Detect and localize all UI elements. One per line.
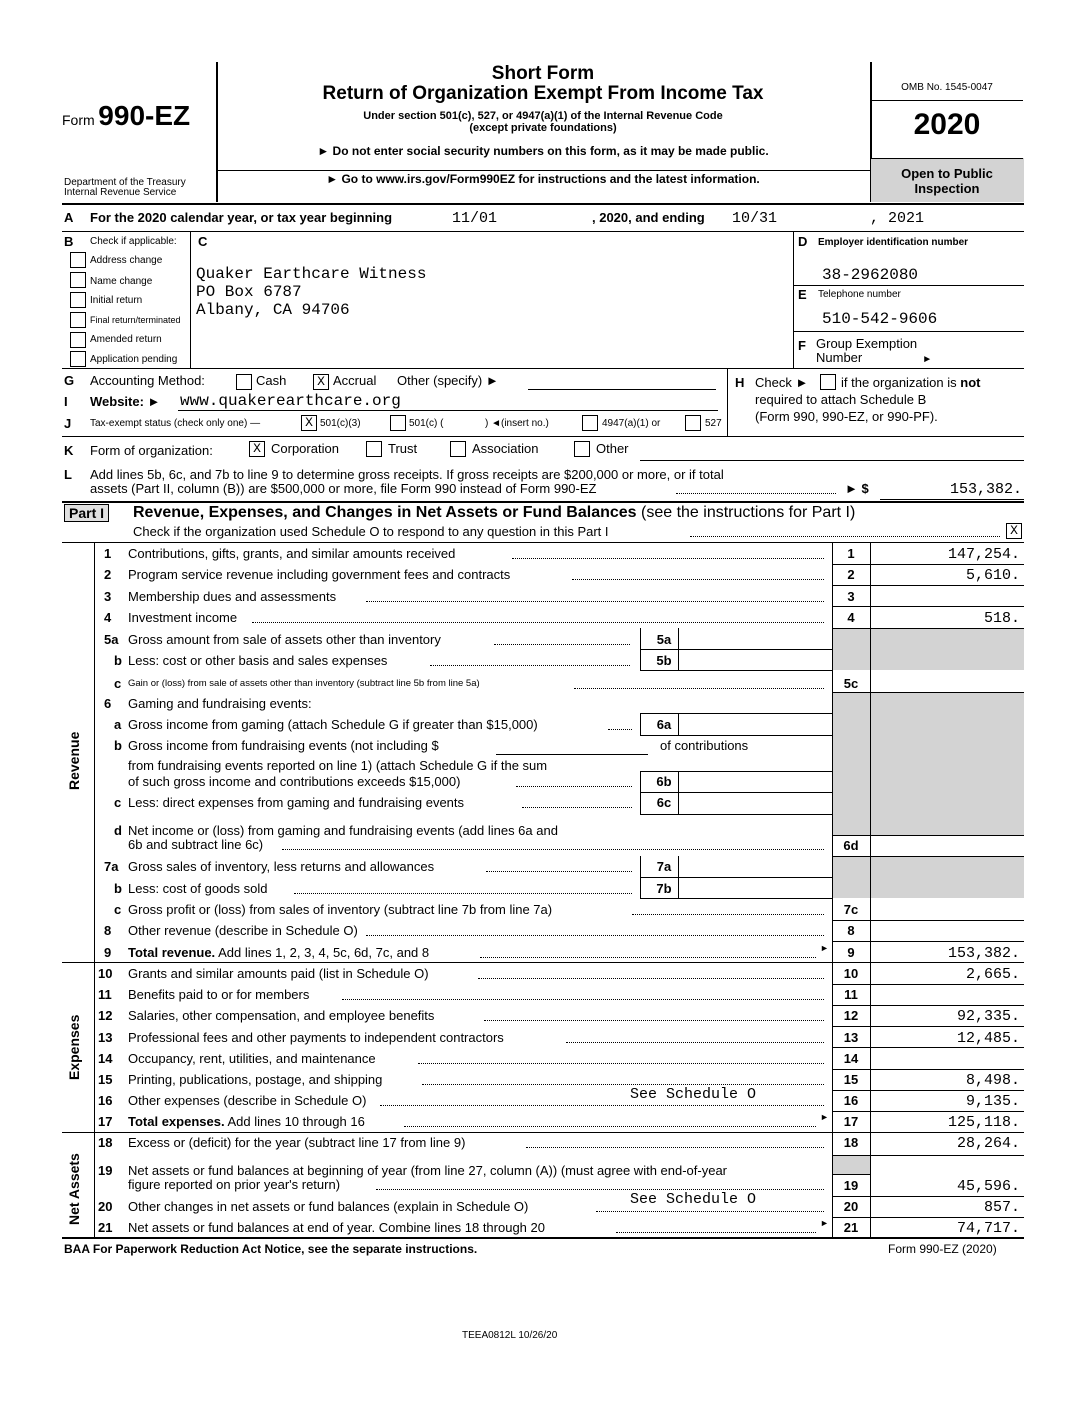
line-15-text: Printing, publications, postage, and shipping — [128, 1072, 383, 1087]
line-19-box: 19 — [843, 1178, 859, 1193]
line-6d-input[interactable] — [872, 837, 1022, 855]
label-address-change: Address change — [90, 255, 163, 266]
line-9-num: 9 — [104, 945, 112, 960]
line-3-box: 3 — [847, 589, 855, 604]
line-5b-text: Less: cost or other basis and sales expenses — [128, 653, 388, 668]
line-7a-num: 7a — [104, 859, 119, 874]
phone-label: Telephone number — [818, 289, 901, 300]
line-20-schedule-note: See Schedule O — [630, 1191, 757, 1208]
line-5a-input[interactable] — [680, 630, 830, 648]
line-8-input[interactable] — [872, 922, 1022, 940]
line-20-text: Other changes in net assets or fund balances (explain in Schedule O) — [128, 1199, 529, 1214]
line-15-num: 15 — [98, 1072, 113, 1087]
line-1-amount[interactable]: 147,254. — [947, 546, 1020, 563]
org-name[interactable]: Quaker Earthcare Witness — [196, 265, 427, 283]
line-9-box: 9 — [847, 945, 855, 960]
line-21-arrow: ► — [820, 1218, 829, 1228]
line-19-text1: Net assets or fund balances at beginning of year (from line 27, column (A)) (must agree with end-of-year — [128, 1163, 728, 1178]
ein-value[interactable]: 38-2962080 — [822, 266, 919, 284]
line-11-text: Benefits paid to or for members — [128, 987, 310, 1002]
line-h-text1: if the organization is not — [841, 375, 981, 390]
line-6-num: 6 — [104, 696, 112, 711]
accounting-method-label: Accounting Method: — [90, 373, 205, 388]
form-code: TEEA0812L 10/26/20 — [462, 1330, 558, 1341]
label-other-method: Other (specify) ► — [397, 373, 499, 388]
line-i-letter: I — [64, 394, 68, 409]
line-6d-text2: 6b and subtract line 6c) — [128, 837, 264, 852]
checkbox-trust[interactable] — [366, 441, 382, 457]
line-14-box: 14 — [843, 1051, 859, 1066]
line-18-num: 18 — [98, 1135, 113, 1150]
line-13-num: 13 — [98, 1030, 113, 1045]
line-14-num: 14 — [98, 1051, 113, 1066]
label-corporation: Corporation — [271, 441, 339, 456]
line-4-amount[interactable]: 518. — [983, 610, 1020, 627]
checkbox-schedule-o[interactable]: X — [1006, 523, 1022, 539]
line-4-text: Investment income — [128, 610, 238, 625]
line-15-amount[interactable]: 8,498. — [965, 1072, 1020, 1089]
section-f-letter: F — [798, 338, 806, 353]
org-address2[interactable]: Albany, CA 94706 — [196, 301, 350, 319]
line-13-text: Professional fees and other payments to independent contractors — [128, 1030, 504, 1045]
line-6d-box: 6d — [843, 838, 859, 853]
line-a-letter: A — [64, 210, 74, 225]
line-20-box: 20 — [843, 1199, 859, 1214]
section-e-letter: E — [798, 287, 807, 302]
org-address1[interactable]: PO Box 6787 — [196, 283, 302, 301]
line-19-num: 19 — [98, 1163, 113, 1178]
line-4-box: 4 — [847, 610, 855, 625]
line-k-letter: K — [64, 443, 74, 458]
department — [64, 178, 186, 198]
line-10-box: 10 — [843, 966, 859, 981]
line-l-text1: Add lines 5b, 6c, and 7b to line 9 to determine gross receipts. If gross receipts are $200,000 or more, or if total — [90, 467, 724, 482]
line-21-num: 21 — [98, 1220, 113, 1235]
checkbox-association[interactable] — [450, 441, 466, 457]
line-6d-text1: Net income or (loss) from gaming and fundraising events (add lines 6a and — [128, 823, 558, 838]
line-6b-box: 6b — [656, 774, 672, 789]
section-b-letter: B — [64, 234, 74, 249]
line-7c-text: Gross profit or (loss) from sales of inventory (subtract line 7b from line 7a) — [128, 902, 553, 917]
line-12-box: 12 — [843, 1008, 859, 1023]
baa-notice: BAA For Paperwork Reduction Act Notice, see the separate instructions. — [64, 1242, 478, 1256]
tax-exempt-label: Tax-exempt status (check only one) — — [90, 418, 261, 429]
expenses-side-label: Expenses — [66, 1014, 82, 1080]
line-h-letter: H — [735, 375, 745, 390]
line-6b-text2: from fundraising events reported on line 1) (attach Schedule G if the sum — [128, 758, 548, 773]
line-6b-text1b: of contributions — [660, 738, 749, 753]
line-7c-num: c — [114, 902, 122, 917]
tax-year-end[interactable]: 10/31 — [732, 210, 778, 227]
checkbox-final-return[interactable] — [70, 312, 86, 328]
line-17-box: 17 — [843, 1114, 859, 1129]
tax-year-begin[interactable]: 11/01 — [452, 210, 498, 227]
checkbox-other-org[interactable] — [574, 441, 590, 457]
line-16-num: 16 — [98, 1093, 113, 1108]
section-b-label: Check if applicable: — [90, 236, 177, 247]
phone-value[interactable]: 510-542-9606 — [822, 310, 938, 328]
line-2-text: Program service revenue including government fees and contracts — [128, 567, 511, 582]
line-7c-input[interactable] — [872, 900, 1022, 918]
line-9-amount[interactable]: 153,382. — [947, 945, 1020, 962]
line-8-num: 8 — [104, 923, 112, 938]
line-11-box: 11 — [844, 987, 858, 1002]
line-10-num: 10 — [98, 966, 113, 981]
line-6a-box: 6a — [656, 717, 672, 732]
section-d-letter: D — [798, 234, 808, 249]
line-7b-num: b — [114, 881, 122, 896]
line-6c-num: c — [114, 795, 122, 810]
label-insert-no: ) ◄(insert no.) — [485, 418, 549, 429]
line-h-check-label: Check ► — [755, 375, 809, 390]
label-final-return: Final return/terminated — [90, 315, 181, 325]
website-label: Website: ► — [90, 394, 161, 409]
line-12-amount[interactable]: 92,335. — [956, 1008, 1020, 1025]
line-7a-box: 7a — [656, 859, 672, 874]
line-14-text: Occupancy, rent, utilities, and maintenance — [128, 1051, 376, 1066]
form-number — [62, 100, 190, 132]
line-1-box: 1 — [847, 546, 855, 561]
checkbox-initial-return[interactable] — [70, 292, 86, 308]
checkbox-501c3[interactable]: X — [301, 415, 317, 431]
checkbox-application-pending[interactable] — [70, 351, 86, 367]
gross-receipts-amount[interactable]: 153,382. — [949, 481, 1022, 498]
notice-ssn: ► Do not enter social security numbers on this form, as it may be made public. — [317, 144, 769, 158]
line-18-amount[interactable]: 28,264. — [956, 1135, 1020, 1152]
line-7a-text: Gross sales of inventory, less returns and allowances — [128, 859, 435, 874]
line-2-box: 2 — [847, 567, 855, 582]
line-17-num: 17 — [98, 1114, 113, 1129]
checkbox-cash[interactable] — [236, 374, 252, 390]
line-8-text: Other revenue (describe in Schedule O) — [128, 923, 358, 938]
line-5b-input[interactable] — [680, 651, 830, 669]
line-18-text: Excess or (deficit) for the year (subtract line 17 from line 9) — [128, 1135, 466, 1150]
checkbox-4947[interactable] — [582, 415, 598, 431]
line-6b-text3: of such gross income and contributions exceeds $15,000) — [128, 774, 461, 789]
open-line2: Inspection — [914, 181, 980, 196]
line-10-text: Grants and similar amounts paid (list in Schedule O) — [128, 966, 429, 981]
line-19-amount[interactable]: 45,596. — [956, 1178, 1020, 1195]
line-3-text: Membership dues and assessments — [128, 589, 337, 604]
checkbox-name-change[interactable] — [70, 272, 86, 288]
line-2-amount[interactable]: 5,610. — [965, 567, 1020, 584]
checkbox-amended-return[interactable] — [70, 332, 86, 348]
line-17-text: Total expenses. Add lines 10 through 16 — [128, 1114, 365, 1129]
omb-number: OMB No. 1545-0047 — [901, 82, 993, 93]
line-6c-box: 6c — [656, 795, 672, 810]
open-line1: Open to Public — [901, 166, 993, 181]
label-cash: Cash — [256, 373, 287, 388]
open-to-public — [870, 166, 1024, 196]
line-7a-input[interactable] — [680, 858, 830, 876]
line-5a-text: Gross amount from sale of assets other than inventory — [128, 632, 441, 647]
line-21-box: 21 — [843, 1220, 859, 1235]
line-7b-input[interactable] — [680, 879, 830, 897]
line-1-num: 1 — [104, 546, 112, 561]
line-20-amount[interactable]: 857. — [983, 1199, 1020, 1216]
line-1-text: Contributions, gifts, grants, and similar amounts received — [128, 546, 456, 561]
line-9-text: Total revenue. Add lines 1, 2, 3, 4, 5c, 6d, 7c, and 8 — [128, 945, 430, 960]
line-16-box: 16 — [843, 1093, 859, 1108]
line-12-num: 12 — [98, 1008, 113, 1023]
line-5a-box: 5a — [656, 632, 672, 647]
line-16-schedule-note: See Schedule O — [630, 1086, 757, 1103]
line-6a-input[interactable] — [680, 715, 830, 733]
checkbox-schedule-b[interactable] — [820, 374, 836, 390]
form-of-org-label: Form of organization: — [90, 443, 213, 458]
part-i-label: Part I — [64, 504, 109, 522]
label-trust: Trust — [388, 441, 418, 456]
subtitle1: Under section 501(c), 527, or 4947(a)(1) of the Internal Revenue Code — [363, 110, 723, 122]
line-3-num: 3 — [104, 589, 112, 604]
group-exemption-label1: Group Exemption — [816, 336, 918, 351]
label-application-pending: Application pending — [90, 354, 178, 365]
checkbox-corporation[interactable]: X — [249, 441, 265, 457]
line-16-text: Other expenses (describe in Schedule O) — [128, 1093, 367, 1108]
label-name-change: Name change — [90, 276, 153, 287]
label-527: 527 — [705, 418, 722, 429]
line-6a-num: a — [114, 717, 122, 732]
form-number-text: 990-EZ — [98, 100, 191, 131]
net-assets-side-label: Net Assets — [66, 1153, 82, 1225]
line-6c-text: Less: direct expenses from gaming and fundraising events — [128, 795, 465, 810]
section-c-letter: C — [198, 234, 208, 249]
line-7b-text: Less: cost of goods sold — [128, 881, 268, 896]
line-6b-input[interactable] — [680, 773, 830, 791]
part-i-check-text: Check if the organization used Schedule O to respond to any question in this Part I — [133, 524, 609, 539]
notice-website: ► Go to www.irs.gov/Form990EZ for instructions and the latest information. — [326, 172, 760, 186]
dept-line2: Internal Revenue Service — [64, 187, 177, 198]
group-exemption — [816, 337, 932, 367]
dept-line1: Department of the Treasury — [64, 177, 186, 188]
line-6a-text: Gross income from gaming (attach Schedule G if greater than $15,000) — [128, 717, 538, 732]
line-5b-box: 5b — [656, 653, 672, 668]
checkbox-501c[interactable] — [390, 415, 406, 431]
checkbox-527[interactable] — [685, 415, 701, 431]
line-18-box: 18 — [843, 1135, 859, 1150]
part-i-title: Revenue, Expenses, and Changes in Net Assets or Fund Balances (see the instructions for Part I) — [133, 504, 856, 521]
line-j-letter: J — [64, 416, 72, 431]
line-2-num: 2 — [104, 567, 112, 582]
line-l-letter: L — [64, 467, 72, 482]
line-5b-num: b — [114, 653, 122, 668]
line-12-text: Salaries, other compensation, and employee benefits — [128, 1008, 435, 1023]
line-7b-box: 7b — [656, 881, 672, 896]
label-association: Association — [472, 441, 539, 456]
checkbox-address-change[interactable] — [70, 252, 86, 268]
line-6-text: Gaming and fundraising events: — [128, 696, 312, 711]
label-501c: 501(c) ( — [409, 418, 444, 429]
line-13-box: 13 — [843, 1030, 859, 1045]
tax-year: 2020 — [913, 108, 981, 141]
line-5c-text: Gain or (loss) from sale of assets other than inventory (subtract line 5b from line 5a) — [128, 678, 480, 689]
revenue-side-label: Revenue — [66, 731, 82, 790]
form-prefix: Form — [62, 112, 95, 128]
line-21-text: Net assets or fund balances at end of year. Combine lines 18 through 20 — [128, 1220, 545, 1235]
line-l-arrow: ► $ — [845, 481, 869, 496]
label-4947: 4947(a)(1) or — [602, 418, 661, 429]
line-6c-input[interactable] — [680, 794, 830, 812]
line-13-amount[interactable]: 12,485. — [956, 1030, 1020, 1047]
line-5a-num: 5a — [104, 632, 119, 647]
line-15-box: 15 — [843, 1072, 859, 1087]
label-initial-return: Initial return — [90, 295, 143, 306]
line-20-num: 20 — [98, 1199, 113, 1214]
label-amended-return: Amended return — [90, 334, 162, 345]
title-short-form: Short Form — [491, 63, 595, 84]
line-9-arrow: ► — [820, 943, 829, 953]
line-5c-box: 5c — [843, 676, 859, 691]
line-a-mid: , 2020, and ending — [592, 210, 705, 225]
organization-name-address — [196, 265, 426, 319]
line-6b-text1: Gross income from fundraising events (not including $ — [128, 738, 439, 753]
line-5c-input[interactable] — [872, 673, 1022, 691]
label-501c3: 501(c)(3) — [320, 418, 361, 429]
line-10-amount[interactable]: 2,665. — [965, 966, 1020, 983]
subtitle2: (except private foundations) — [469, 122, 617, 134]
tax-year-end-year: , 2021 — [870, 210, 925, 227]
line-16-amount[interactable]: 9,135. — [965, 1093, 1020, 1110]
group-exemption-label2: Number ► — [816, 350, 933, 365]
website-value[interactable]: www.quakerearthcare.org — [180, 392, 401, 410]
label-other-org: Other — [596, 441, 629, 456]
line-17-arrow: ► — [820, 1112, 829, 1122]
line-h-text3: (Form 990, 990-EZ, or 990-PF). — [755, 409, 938, 424]
label-accrual: Accrual — [333, 373, 377, 388]
form-reference: Form 990-EZ (2020) — [888, 1242, 997, 1256]
line-6b-num: b — [114, 738, 122, 753]
line-l-text2: assets (Part II, column (B)) are $500,000 or more, file Form 990 instead of Form 990-EZ — [90, 481, 597, 496]
line-6d-num: d — [114, 823, 122, 838]
form-title-block — [216, 64, 870, 186]
line-a-label: For the 2020 calendar year, or tax year beginning — [90, 210, 393, 225]
line-g-letter: G — [64, 373, 75, 388]
line-21-amount[interactable]: 74,717. — [956, 1220, 1020, 1237]
line-7c-box: 7c — [843, 902, 859, 917]
line-5c-num: c — [114, 676, 122, 691]
line-h-text2: required to attach Schedule B — [755, 392, 927, 407]
line-17-amount[interactable]: 125,118. — [947, 1114, 1020, 1131]
line-4-num: 4 — [104, 610, 112, 625]
line-11-num: 11 — [98, 987, 112, 1002]
line-19-text2: figure reported on prior year's return) — [128, 1177, 341, 1192]
title-main: Return of Organization Exempt From Income Tax — [322, 83, 764, 104]
ein-label: Employer identification number — [818, 237, 969, 248]
checkbox-accrual[interactable]: X — [313, 374, 329, 390]
line-8-box: 8 — [847, 923, 855, 938]
